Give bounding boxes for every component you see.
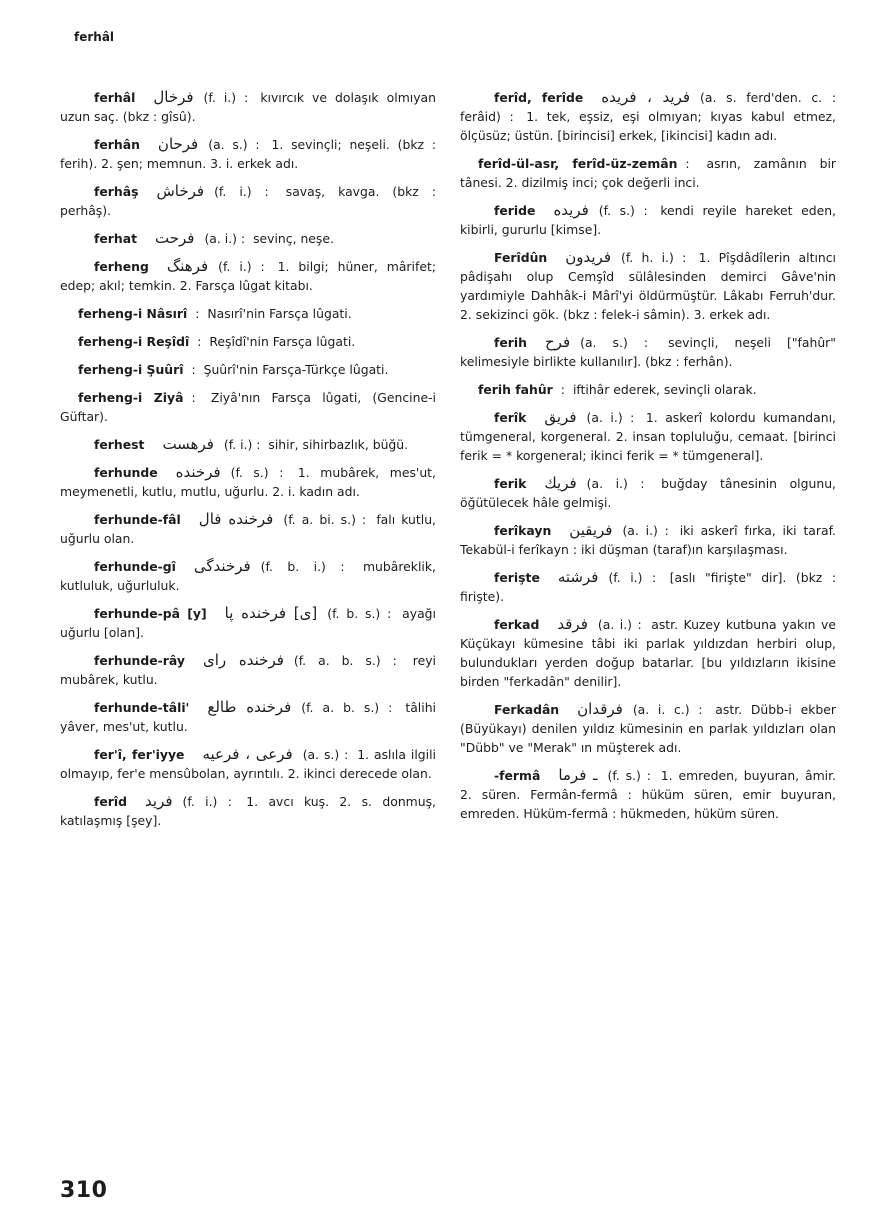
entry-headword: ferhunde-fâl	[94, 512, 181, 527]
dictionary-entry	[60, 182, 436, 220]
dictionary-entry	[460, 333, 836, 371]
entry-headword: ferîd-ül-asr, ferîd-üz-zemân	[478, 156, 678, 171]
entry-definition: ayağı uğurlu [olan].	[60, 606, 436, 640]
dictionary-entry	[460, 474, 836, 512]
entry-headword: ferih	[494, 335, 527, 350]
entry-definition: 1. tek, eşsiz, eşi olmıyan; kıyas kabul etmez, ölçüsüz; üstün. [birincisi] erkek, [ikincisi] kadın adı.	[460, 109, 836, 143]
entry-headword: ferhunde-tâli'	[94, 700, 190, 715]
entry-headword: Ferîdûn	[494, 250, 548, 265]
dictionary-entry	[60, 257, 436, 295]
entry-definition: sevinç, neşe.	[253, 231, 334, 246]
entry-definition: 1. Pîşdâdîlerin altıncı pâdişahı olup Cemşîd sülâlesinden demirci Gâve'nin yardımiyle Dahhâk-i Mârî'yi öldürmüştür. Lâkabı Ferruh'dur. 2. sekizinci gök. (bkz : felek-i sâmin). 3. erkek adı.	[460, 250, 836, 322]
entry-headword: ferîkayn	[494, 523, 552, 538]
entry-arabic-script: فرحان	[157, 135, 199, 153]
entry-grammar: (f. i.) :	[218, 259, 265, 274]
dictionary-entry	[460, 201, 836, 239]
entry-grammar: (a. s. ferd'den. c. : ferâid) :	[460, 90, 836, 124]
entry-headword: ferheng	[94, 259, 149, 274]
entry-definition: sihir, sihirbazlık, büğü.	[268, 437, 409, 452]
entry-arabic-script: فرقدان	[577, 700, 623, 718]
dictionary-entry	[460, 766, 836, 823]
entry-grammar: (a. i. c.) :	[632, 702, 703, 717]
entry-headword: ferhunde-pâ [y]	[94, 606, 207, 621]
entry-grammar: (f. a. bi. s.) :	[283, 512, 367, 527]
entry-definition: Ziyâ'nın Farsça lûgati, (Gencine-i Güftar).	[60, 390, 436, 424]
entry-headword: ferik	[494, 476, 527, 491]
entry-headword: ferhunde	[94, 465, 158, 480]
entry-headword: ferîd	[94, 794, 128, 809]
dictionary-entry	[60, 88, 436, 126]
dictionary-entry	[460, 248, 836, 324]
entry-arabic-script: فريك	[544, 474, 577, 492]
entry-definition: Şuûrî'nin Farsça-Türkçe lûgati.	[203, 362, 389, 377]
entry-definition: sevinçli, neşeli ["fahûr" kelimesiyle birlikte kullanılır]. (bkz : ferhân).	[460, 335, 836, 369]
dictionary-entry	[60, 332, 436, 351]
entry-grammar: (a. i.) :	[622, 523, 669, 538]
entry-arabic-script: فرهنگ	[166, 257, 209, 275]
entry-headword: ferheng-i Şuûrî	[78, 362, 184, 377]
entry-grammar: (f. s.) :	[607, 768, 651, 783]
entry-definition: 1. bilgi; hüner, mârifet; edep; akıl; temkin. 2. Farsça lûgat kitabı.	[60, 259, 436, 293]
dictionary-entry	[60, 229, 436, 248]
dictionary-entry	[60, 304, 436, 323]
entry-headword: ferhâl	[94, 90, 136, 105]
entry-arabic-script: فرخنده راى	[202, 651, 284, 669]
dictionary-entry	[60, 435, 436, 454]
entry-arabic-script: فرعى ، فرعيه	[202, 745, 293, 763]
entry-grammar: (a. s.) :	[580, 335, 649, 350]
entry-definition: iki askerî fırka, iki taraf. Tekabül-i ferîkayn : iki düşman (taraf)ın karşılaşması.	[460, 523, 836, 557]
entry-grammar: :	[560, 382, 565, 397]
entry-grammar: (a. s.) :	[208, 137, 260, 152]
entry-definition: 1. emreden, buyuran, âmir. 2. süren. Fermân-fermâ : hüküm süren, emir buyuran, emreden. Hüküm-fermâ : hükmeden, hüküm süren.	[460, 768, 836, 821]
entry-arabic-script: فريد	[145, 792, 173, 810]
entry-definition: astr. Kuzey kutbuna yakın ve Küçükayı kümesine tâbi iki parlak yıldızdan herbiri olup, bulundukları yerden doğup batarlar. [bu yıldızların ikisine birden "ferkadân" denilir].	[460, 617, 836, 689]
entry-definition: tâlihi yâver, mes'ut, kutlu.	[60, 700, 436, 734]
entry-definition: 1. avcı kuş. 2. s. donmuş, katılaşmış [şey].	[60, 794, 436, 828]
entry-headword: ferheng-i Ziyâ	[78, 390, 184, 405]
entry-headword: ferheng-i Nâsırî	[78, 306, 188, 321]
entry-headword: fer'î, fer'iyye	[94, 747, 185, 762]
entry-headword: Ferkadân	[494, 702, 560, 717]
entry-grammar: (f. s.) :	[230, 465, 284, 480]
dictionary-entry	[60, 463, 436, 501]
entry-grammar: (a. i.) :	[204, 231, 246, 246]
entry-grammar: (f. b. i.) :	[260, 559, 345, 574]
entry-grammar: :	[191, 362, 196, 377]
entry-headword: ferhân	[94, 137, 140, 152]
entry-headword: ferhest	[94, 437, 145, 452]
entry-grammar: (f. i.) :	[214, 184, 269, 199]
entry-arabic-script: فرهست	[162, 435, 214, 453]
dictionary-entry	[60, 360, 436, 379]
dictionary-entry	[60, 604, 436, 642]
entry-arabic-script: فرخنده	[175, 463, 221, 481]
entry-definition: [aslı "firişte" dir]. (bkz : firişte).	[460, 570, 836, 604]
entry-grammar: :	[191, 390, 196, 405]
entry-arabic-script: فرشته	[557, 568, 599, 586]
entry-headword: ferih fahûr	[478, 382, 553, 397]
entry-headword: ferkad	[494, 617, 540, 632]
entry-definition: Nasırî'nin Farsça lûgati.	[207, 306, 352, 321]
entry-definition: astr. Dübb-i ekber (Büyükayı) denilen yıldız kümesinin en parlak yıldızları olan "Dübb" ve "Merak" ın müşterek adı.	[460, 702, 836, 755]
dictionary-entry	[60, 135, 436, 173]
entry-grammar: (f. a. b. s.) :	[301, 700, 393, 715]
entry-headword: ferhâş	[94, 184, 139, 199]
dictionary-entry	[460, 154, 836, 192]
entry-arabic-script: [ى] فرخنده پا	[224, 604, 318, 622]
entry-definition: kendi reyile hareket eden, kibirli, gururlu [kimse].	[460, 203, 836, 237]
entry-headword: ferhunde-gî	[94, 559, 176, 574]
dictionary-entry	[60, 698, 436, 736]
page-number: 310	[60, 1178, 108, 1203]
entry-grammar: (f. i.) :	[608, 570, 657, 585]
entry-grammar: (a. i.) :	[597, 617, 642, 632]
entry-arabic-script: فرحت	[155, 229, 195, 247]
dictionary-entry	[460, 568, 836, 606]
entry-grammar: (a. i.) :	[586, 410, 635, 425]
entry-headword: ferişte	[494, 570, 540, 585]
entry-arabic-script: فرخنده طالع	[207, 698, 292, 716]
dictionary-entry	[460, 380, 836, 399]
entry-definition: 1. askerî kolordu kumandanı, tümgeneral, korgeneral. 2. insan topluluğu, cemaat. [birinci ferik = * korgeneral; ikinci ferik = * tümgeneral].	[460, 410, 836, 463]
entry-grammar: (f. s.) :	[598, 203, 648, 218]
entry-definition: kıvırcık ve dolaşık olmıyan uzun saç. (bkz : gîsû).	[60, 90, 436, 124]
dictionary-entry	[460, 521, 836, 559]
entry-definition: reyi mubârek, kutlu.	[60, 653, 436, 687]
entry-arabic-script: فرخاش	[156, 182, 205, 200]
entry-definition: asrın, zamânın bir tânesi. 2. dizilmiş inci; çok değerli inci.	[460, 156, 836, 190]
entry-arabic-script: فرقد	[557, 615, 588, 633]
entry-grammar: :	[197, 334, 202, 349]
entry-definition: savaş, kavga. (bkz : perhâş).	[60, 184, 436, 218]
entry-arabic-script: فريدون	[565, 248, 612, 266]
entry-headword: ferîk	[494, 410, 527, 425]
entry-grammar: (a. i.) :	[586, 476, 645, 491]
left-column	[60, 88, 436, 839]
entry-grammar: :	[685, 156, 690, 171]
entry-grammar: (f. h. i.) :	[621, 250, 687, 265]
entry-definition: 1. aslıla ilgili olmayıp, fer'e mensûbolan, ayrıntılı. 2. ikinci derecede olan.	[60, 747, 436, 781]
entry-headword: ferhunde-rây	[94, 653, 185, 668]
entry-arabic-script: ـ فرما	[558, 766, 598, 784]
dictionary-entry	[60, 388, 436, 426]
entry-arabic-script: فرخال	[153, 88, 194, 106]
dictionary-entry	[460, 88, 836, 145]
dictionary-entry	[60, 557, 436, 595]
entry-headword: -fermâ	[494, 768, 541, 783]
dictionary-entry	[460, 615, 836, 691]
right-column	[460, 88, 836, 832]
dictionary-entry	[60, 792, 436, 830]
entry-definition: Reşîdî'nin Farsça lûgati.	[209, 334, 356, 349]
dictionary-entry	[460, 700, 836, 757]
entry-arabic-script: فريده	[553, 201, 589, 219]
dictionary-entry	[60, 651, 436, 689]
dictionary-entry	[460, 408, 836, 465]
entry-grammar: (f. a. b. s.) :	[293, 653, 397, 668]
entry-arabic-script: فريد ، فريده	[601, 88, 691, 106]
entry-definition: mubâreklik, kutluluk, uğurluluk.	[60, 559, 436, 593]
entry-arabic-script: فريقين	[569, 521, 613, 539]
entry-grammar: :	[195, 306, 200, 321]
entry-grammar: (f. b. s.) :	[327, 606, 392, 621]
entry-definition: 1. sevinçli; neşeli. (bkz : ferih). 2. şen; memnun. 3. i. erkek adı.	[60, 137, 436, 171]
entry-arabic-script: فريق	[544, 408, 577, 426]
entry-grammar: (f. i.) :	[182, 794, 232, 809]
entry-grammar: (a. s.) :	[302, 747, 349, 762]
entry-definition: buğday tânesinin olgunu, öğütülecek hâle gelmişi.	[460, 476, 836, 510]
running-head: ferhâl	[74, 30, 115, 44]
entry-grammar: (f. i.) :	[223, 437, 261, 452]
entry-headword: ferheng-i Reşîdî	[78, 334, 190, 349]
dictionary-entry	[60, 745, 436, 783]
entry-grammar: (f. i.) :	[203, 90, 249, 105]
entry-arabic-script: فرخنده فال	[198, 510, 274, 528]
entry-definition: falı kutlu, uğurlu olan.	[60, 512, 436, 546]
entry-headword: ferhat	[94, 231, 138, 246]
entry-headword: feride	[494, 203, 536, 218]
dictionary-entry	[60, 510, 436, 548]
entry-arabic-script: فرخندگی	[193, 557, 251, 575]
entry-definition: 1. mubârek, mes'ut, meymenetli, kutlu, mutlu, uğurlu. 2. i. kadın adı.	[60, 465, 436, 499]
entry-definition: iftihâr ederek, sevinçli olarak.	[572, 382, 757, 397]
entry-arabic-script: فرح	[544, 333, 571, 351]
entry-headword: ferîd, ferîde	[494, 90, 584, 105]
